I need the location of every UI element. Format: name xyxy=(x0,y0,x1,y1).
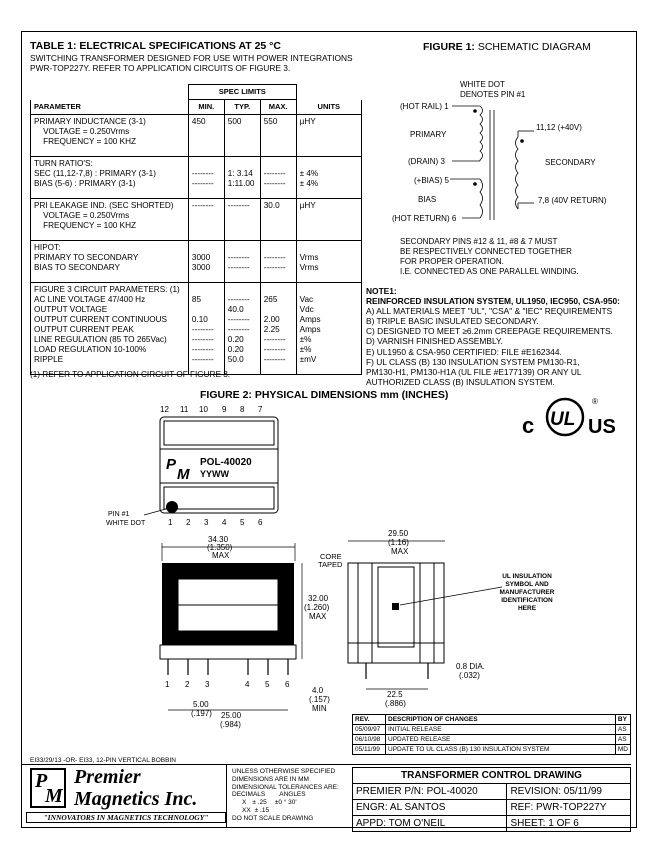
header-parameter: PARAMETER xyxy=(31,100,189,115)
spec-cell-line xyxy=(264,305,293,315)
spec-cell-pad xyxy=(228,273,257,280)
spec-cell-param xyxy=(31,241,189,283)
pin-span-mm: 22.5 xyxy=(387,690,403,699)
company-name-2: Magnetics Inc. xyxy=(74,788,198,810)
spec-cell-line xyxy=(192,159,221,169)
spec-cell-pad xyxy=(228,211,257,218)
spec-cell-line: -------- xyxy=(263,345,286,354)
spec-header-row xyxy=(31,100,362,115)
spec-cell-line: 0.20 xyxy=(227,345,244,354)
ul-ins-line: MANUFACTURER xyxy=(499,589,555,596)
notes-block xyxy=(366,286,636,387)
spec-cell-line: 85 xyxy=(191,295,202,304)
spec-cell-line: -------- xyxy=(227,325,250,334)
spec-cell-line: OUTPUT CURRENT PEAK xyxy=(34,325,134,334)
spec-cell-pad xyxy=(300,189,358,196)
spec-cell-line: 450 xyxy=(191,117,206,126)
spec-cell-line: Vrms xyxy=(299,263,319,272)
spec-limits-row xyxy=(31,85,362,100)
spec-cell-line: RIPPLE xyxy=(34,355,64,364)
revision-row xyxy=(353,735,631,745)
note-line: PM130-H1, PM130-H1A (UL FILE #E177139) OR ANY UL xyxy=(366,366,582,377)
height-dim-max: MAX xyxy=(309,612,327,621)
figure1-title xyxy=(423,41,591,53)
rev-header-desc: DESCRIPTION OF CHANGES xyxy=(386,715,616,725)
electrical-spec-table xyxy=(30,84,362,375)
spec-cell-line xyxy=(300,243,358,253)
table1-title-text: TABLE 1: ELECTRICAL SPECIFICATIONS AT 25 °C xyxy=(30,40,281,52)
spec-cell-max xyxy=(260,241,296,283)
figure1-title-text: SCHEMATIC DIAGRAM xyxy=(474,41,591,53)
ul-ins-line: IDENTIFICATION xyxy=(501,597,553,604)
spec-cell-pad xyxy=(264,189,293,196)
spec-cell-pad xyxy=(192,189,221,196)
ul-ins-line: SYMBOL AND xyxy=(505,581,549,588)
height-dim-in: (1.260) xyxy=(304,603,330,612)
ul-ins-line: HERE xyxy=(517,605,537,612)
company-divider xyxy=(226,764,227,828)
front-pin-label: 1 xyxy=(165,680,170,689)
spec-cell-line: -------- xyxy=(263,335,286,344)
tol-angle-value: ±0 ° 30' xyxy=(274,799,297,807)
bottom-pin-label: 4 xyxy=(222,518,227,527)
pin-diameter: 0.8 DIA. xyxy=(456,662,485,671)
revision-row xyxy=(353,745,631,755)
tol-line: DIMENSIONAL TOLERANCES ARE: xyxy=(232,783,339,791)
spec-cell-line: -------- xyxy=(191,335,214,344)
note-line: A) ALL MATERIALS MEET "UL", "CSA" & "IEC" REQUIREMENTS xyxy=(366,306,613,317)
schematic-pin7-8: 7,8 (40V RETURN) xyxy=(538,196,607,205)
spec-cell-line: ± 4% xyxy=(299,179,319,188)
spec-cell-line xyxy=(228,243,257,253)
schematic-pin5: (+BIAS) 5 xyxy=(414,176,449,185)
spec-cell-line: -------- xyxy=(263,355,286,364)
spec-cell-line: -------- xyxy=(191,169,214,178)
tol-decimals: DECIMALS xyxy=(232,791,266,799)
side-width-mm: 29.50 xyxy=(388,529,409,538)
spec-cell-max xyxy=(260,157,296,199)
schematic-pin3: (DRAIN) 3 xyxy=(408,157,445,166)
schematic-primary: PRIMARY xyxy=(410,130,447,139)
spec-cell-line: Vac xyxy=(299,295,314,304)
spec-cell-line: OUTPUT CURRENT CONTINUOUS xyxy=(34,315,167,324)
spec-cell-line: FREQUENCY = 100 KHZ xyxy=(34,137,136,146)
bottom-pin-label: 6 xyxy=(258,518,263,527)
rev-date: 05/11/99 xyxy=(353,745,386,755)
pin-diameter-in: (.032) xyxy=(459,671,480,680)
pin1-label-2: WHITE DOT xyxy=(106,520,146,527)
spec-cell-line: 1:11.00 xyxy=(227,179,255,188)
spec-cell-line xyxy=(264,159,293,169)
note-line: C) DESIGNED TO MEET ≥6.2mm CREEPAGE REQUIREMENTS. xyxy=(366,326,613,337)
spec-cell-line: 1: 3.14 xyxy=(227,169,253,178)
width-dim-max: MAX xyxy=(212,551,230,560)
spec-cell-line: -------- xyxy=(263,179,286,188)
note-line: F) UL CLASS (B) 130 INSULATION SYSTEM PM130-R1, xyxy=(366,356,580,367)
spec-cell-line: -------- xyxy=(227,263,250,272)
spec-cell-line: AC LINE VOLTAGE 47/400 Hz xyxy=(34,295,146,304)
front-pin-label: 2 xyxy=(185,680,190,689)
spec-cell-line: µHY xyxy=(299,117,316,126)
spec-cell-line: -------- xyxy=(227,295,250,304)
top-pin-label: 8 xyxy=(240,405,245,414)
spec-cell-max xyxy=(260,115,296,157)
approved-by: APPD: TOM O'NEIL xyxy=(353,816,507,832)
spec-cell-pad xyxy=(228,127,257,134)
spec-cell-line xyxy=(300,285,358,295)
revision-table xyxy=(352,714,631,755)
spec-cell-line: 2.25 xyxy=(263,325,280,334)
schematic-diagram xyxy=(390,75,640,280)
header-typ: TYP. xyxy=(224,100,260,115)
spec-cell-line: -------- xyxy=(227,315,250,324)
spec-row xyxy=(31,283,362,375)
spec-cell-line: VOLTAGE = 0.250Vrms xyxy=(34,127,130,136)
figure1-title-bold: FIGURE 1: xyxy=(423,41,475,53)
engineer: ENGR: AL SANTOS xyxy=(353,800,507,816)
spec-cell-min xyxy=(188,283,224,375)
schematic-secondary: SECONDARY xyxy=(545,158,596,167)
spec-cell-pad xyxy=(300,365,358,372)
spec-cell-typ xyxy=(224,283,260,375)
spec-cell-line xyxy=(300,159,358,169)
spec-cell-pad xyxy=(228,365,257,372)
spec-cell-pad xyxy=(228,189,257,196)
rev-header-by: BY xyxy=(615,715,630,725)
front-pin-label: 6 xyxy=(285,680,290,689)
spec-cell-units xyxy=(296,283,361,375)
drawing-title: TRANSFORMER CONTROL DRAWING xyxy=(353,768,631,784)
top-pin-label: 10 xyxy=(199,405,208,414)
spec-cell-line: Vdc xyxy=(299,305,314,314)
note-line: E) UL1950 & CSA-950 CERTIFIED: FILE #E162344. xyxy=(366,346,562,357)
spec-cell-line: PRI LEAKAGE IND. (SEC SHORTED) xyxy=(34,201,174,210)
spec-cell-line xyxy=(192,305,221,315)
schematic-white-dot-label: WHITE DOT xyxy=(460,80,505,89)
notes-heading: NOTE1: xyxy=(366,286,397,296)
ul-symbol-marker xyxy=(392,603,399,610)
spec-cell-param xyxy=(31,115,189,157)
table1-title xyxy=(30,40,281,52)
spec-cell-line: 40.0 xyxy=(227,305,244,314)
spec-cell-param xyxy=(31,283,189,375)
label-date-code: YYWW xyxy=(200,469,229,479)
spec-cell-units xyxy=(296,241,361,283)
spec-limits-header: SPEC LIMITS xyxy=(188,85,296,100)
note-line: AUTHORIZED CLASS (B) INSULATION SYSTEM. xyxy=(366,376,555,387)
front-pin-label: 3 xyxy=(205,680,210,689)
spec-cell-pad xyxy=(34,273,185,280)
width-dim-mm: 34.30 xyxy=(208,535,229,544)
spec-cell-line xyxy=(264,285,293,295)
top-pin-label: 9 xyxy=(222,405,227,414)
ul-insulation-note xyxy=(497,573,557,613)
top-pin-label: 11 xyxy=(180,405,189,414)
label-pm-m: M xyxy=(177,466,190,483)
table1-subtitle-1: SWITCHING TRANSFORMER DESIGNED FOR USE WITH POWER INTEGRATIONS xyxy=(30,53,353,63)
rev-date: 05/09/97 xyxy=(353,725,386,735)
spec-cell-max xyxy=(260,283,296,375)
tol-line: DIMENSIONS ARE IN MM xyxy=(232,775,309,783)
revision-date: REVISION: 05/11/99 xyxy=(507,784,631,800)
spec-cell-line: ±% xyxy=(299,345,312,354)
spec-cell-line: 50.0 xyxy=(227,355,244,364)
schematic-note-3: FOR PROPER OPERATION. xyxy=(400,257,504,266)
tol-line: UNLESS OTHERWISE SPECIFIED xyxy=(232,768,336,775)
spec-cell-pad xyxy=(34,189,185,196)
company-logo xyxy=(30,768,66,808)
bobbin-note: EI33/29/13 -OR- EI33, 12-PIN VERTICAL BOBBIN xyxy=(30,757,176,764)
header-units: UNITS xyxy=(296,100,361,115)
title-block xyxy=(352,767,631,832)
pin1-white-dot xyxy=(166,501,178,513)
tol-x: X xyxy=(242,799,247,807)
spec-cell-line: 500 xyxy=(227,117,242,126)
bottom-pin-label: 2 xyxy=(186,518,191,527)
spec-cell-line: -------- xyxy=(263,169,286,178)
spec-cell-param xyxy=(31,157,189,199)
figure2-title xyxy=(200,389,448,401)
part-number: PREMIER P/N: POL-40020 xyxy=(353,784,507,800)
spec-cell-line: -------- xyxy=(263,263,286,272)
spec-cell-line: -------- xyxy=(191,179,214,188)
spec-cell-line: LINE REGULATION (85 TO 265Vac) xyxy=(34,335,167,344)
label-pm-p: P xyxy=(166,456,177,473)
spec-cell-pad xyxy=(192,211,221,218)
pitch-dim-mm: 5.00 xyxy=(193,700,209,709)
side-width-max: MAX xyxy=(391,547,409,556)
spec-cell-pad xyxy=(34,231,185,238)
spec-cell-units xyxy=(296,157,361,199)
spec-cell-line: -------- xyxy=(263,253,286,262)
revision-row xyxy=(353,725,631,735)
header-min: MIN. xyxy=(188,100,224,115)
revision-header-row xyxy=(353,715,631,725)
rev-by: MD xyxy=(615,745,630,755)
spec-cell-pad xyxy=(300,211,358,218)
spec-cell-line: 2.00 xyxy=(263,315,280,324)
side-view-drawing xyxy=(340,527,530,712)
top-pin-label: 7 xyxy=(258,405,263,414)
pitch-dim-in: (.197) xyxy=(191,709,212,718)
spec-cell-param xyxy=(31,199,189,241)
spec-cell-line: 0.20 xyxy=(227,335,244,344)
schematic-note-1: SECONDARY PINS #12 & 11, #8 & 7 MUST xyxy=(400,237,558,246)
logo-m: M xyxy=(45,785,63,807)
label-part-number: POL-40020 xyxy=(200,457,252,468)
front-pin-label: 5 xyxy=(265,680,270,689)
spec-cell-line: LOAD REGULATION 10-100% xyxy=(34,345,147,354)
rev-desc: INITIAL RELEASE xyxy=(386,725,616,735)
spec-cell-line: Amps xyxy=(299,315,321,324)
schematic-bias: BIAS xyxy=(418,195,437,204)
spec-cell-min xyxy=(188,115,224,157)
spec-cell-typ xyxy=(224,115,260,157)
spec-cell-line: BIAS TO SECONDARY xyxy=(34,263,120,272)
schematic-note-2: BE RESPECTIVELY CONNECTED TOGETHER xyxy=(400,247,572,256)
spec-cell-line: 550 xyxy=(263,117,278,126)
pin-length-min: MIN xyxy=(312,704,327,713)
spec-cell-line: ±% xyxy=(299,335,312,344)
spec-cell-line: FREQUENCY = 100 KHZ xyxy=(34,221,136,230)
spec-cell-units xyxy=(296,199,361,241)
pin-length-mm: 4.0 xyxy=(312,686,324,695)
spec-cell-max xyxy=(260,199,296,241)
top-view-drawing xyxy=(100,403,310,533)
spec-row xyxy=(31,199,362,241)
schematic-note-4: I.E. CONNECTED AS ONE PARALLEL WINDING. xyxy=(400,267,579,276)
note-line: D) VARNISH FINISHED ASSEMBLY. xyxy=(366,336,503,347)
spec-cell-typ xyxy=(224,157,260,199)
cul-us-letters: US xyxy=(588,416,616,438)
spec-cell-line: -------- xyxy=(191,201,214,210)
note-line: REINFORCED INSULATION SYSTEM, UL1950, IEC950, CSA-950: xyxy=(366,296,620,307)
spec-row xyxy=(31,241,362,283)
figure2-title-text: FIGURE 2: PHYSICAL DIMENSIONS mm (INCHES) xyxy=(200,389,449,401)
spec-cell-line: -------- xyxy=(227,201,250,210)
sheet-number: SHEET: 1 OF 6 xyxy=(507,816,631,832)
spec-cell-line: -------- xyxy=(227,253,250,262)
width-dim-in: (1.350) xyxy=(207,543,233,552)
spec-cell-line: -------- xyxy=(191,325,214,334)
ul-ins-line: UL INSULATION xyxy=(502,573,552,580)
spec-cell-pad xyxy=(34,147,185,154)
tol-xx-value: ± .15 xyxy=(254,806,270,814)
spec-cell-line: 0.10 xyxy=(191,315,208,324)
note-line: B) TRIPLE BASIC INSULATED SECONDARY. xyxy=(366,316,539,327)
cul-c-letter: c xyxy=(522,413,535,438)
tol-angles: ANGLES xyxy=(279,791,306,799)
cul-us-mark xyxy=(520,395,630,440)
front-view-drawing xyxy=(150,535,343,745)
front-pin-label: 4 xyxy=(245,680,250,689)
spec-cell-line: ± 4% xyxy=(299,169,319,178)
spec-cell-line: 3000 xyxy=(191,263,211,272)
spec-cell-min xyxy=(188,199,224,241)
spec-cell-pad xyxy=(264,273,293,280)
side-width-in: (1.16) xyxy=(388,538,409,547)
spec-cell-pad xyxy=(264,365,293,372)
spec-cell-line: PRIMARY TO SECONDARY xyxy=(34,253,139,262)
spec-cell-line: 30.0 xyxy=(263,201,280,210)
spec-cell-line: -------- xyxy=(191,355,214,364)
row-dim-in: (.984) xyxy=(220,720,241,729)
rev-header-date: REV. xyxy=(353,715,386,725)
schematic-pin1: (HOT RAIL) 1 xyxy=(400,102,449,111)
top-pin-label: 12 xyxy=(160,405,169,414)
reference: REF: PWR-TOP227Y xyxy=(507,800,631,816)
spec-cell-pad xyxy=(264,211,293,218)
spec-cell-typ xyxy=(224,241,260,283)
spec-cell-line: HIPOT: xyxy=(34,243,61,252)
bottom-pin-label: 1 xyxy=(168,518,173,527)
pin-length-in: (.157) xyxy=(309,695,330,704)
spec-cell-line: -------- xyxy=(191,345,214,354)
spec-cell-line: OUTPUT VOLTAGE xyxy=(34,305,108,314)
core-taped-label: CORE xyxy=(320,552,342,561)
spec-cell-line xyxy=(192,285,221,295)
spec-cell-pad xyxy=(300,127,358,134)
schematic-pin11-12: 11,12 (+40V) xyxy=(536,123,582,132)
spec-cell-line: 3000 xyxy=(191,253,211,262)
spec-cell-line: VOLTAGE = 0.250Vrms xyxy=(34,211,130,220)
title-block-divider xyxy=(21,764,631,765)
spec-cell-typ xyxy=(224,199,260,241)
schematic-pin6: (HOT RETURN) 6 xyxy=(392,214,457,223)
spec-cell-min xyxy=(188,157,224,199)
spec-cell-line: FIGURE 3 CIRCUIT PARAMETERS: (1) xyxy=(34,285,180,294)
spec-cell-line xyxy=(228,159,257,169)
table1-subtitle-2: PWR-TOP227Y. REFER TO APPLICATION CIRCUITS OF FIGURE 3. xyxy=(30,63,291,73)
row-dim-mm: 25.00 xyxy=(221,711,242,720)
rev-date: 06/10/98 xyxy=(353,735,386,745)
ul-logo-letters: UL xyxy=(550,409,576,430)
rev-by: AS xyxy=(615,725,630,735)
rev-by: AS xyxy=(615,735,630,745)
core-taped-label-2: TAPED xyxy=(318,560,343,569)
height-dim-mm: 32.00 xyxy=(308,594,329,603)
tol-line: DO NOT SCALE DRAWING xyxy=(232,814,314,822)
spec-cell-line xyxy=(192,243,221,253)
spec-cell-pad xyxy=(300,273,358,280)
spec-cell-line: 265 xyxy=(263,295,278,304)
spec-cell-line: Vrms xyxy=(299,253,319,262)
company-tagline: "INNOVATORS IN MAGNETICS TECHNOLOGY" xyxy=(26,812,226,823)
header-max: MAX. xyxy=(260,100,296,115)
spec-cell-min xyxy=(188,241,224,283)
spec-cell-pad xyxy=(192,127,221,134)
spec-cell-line: TURN RATIO'S: xyxy=(34,159,93,168)
bottom-pin-label: 3 xyxy=(204,518,209,527)
pin1-label: PIN #1 xyxy=(108,511,130,518)
spec-cell-line: SEC (11,12-7,8) : PRIMARY (3-1) xyxy=(34,169,156,178)
pin-span-in: (.886) xyxy=(385,699,406,708)
company-name-1: Premier xyxy=(74,766,141,788)
spec-cell-line: Amps xyxy=(299,325,321,334)
logo-p: P xyxy=(35,770,48,792)
spec-row xyxy=(31,115,362,157)
rev-desc: UPDATE TO UL CLASS (B) 130 INSULATION SYSTEM xyxy=(386,745,616,755)
spec-cell-line: µHY xyxy=(299,201,316,210)
spec-cell-line xyxy=(228,285,257,295)
table1-footnote: (1) REFER TO APPLICATION CIRCUIT OF FIGURE 3. xyxy=(30,370,231,379)
spec-cell-pad xyxy=(264,127,293,134)
tolerances-block xyxy=(232,768,339,823)
spec-row xyxy=(31,157,362,199)
registered-mark: ® xyxy=(592,397,598,406)
bottom-pin-label: 5 xyxy=(240,518,245,527)
schematic-white-dot-label-2: DENOTES PIN #1 xyxy=(460,90,526,99)
spec-cell-units xyxy=(296,115,361,157)
spec-cell-line: PRIMARY INDUCTANCE (3-1) xyxy=(34,117,146,126)
tol-xx: XX xyxy=(242,806,251,814)
spec-cell-pad xyxy=(192,273,221,280)
tol-x-value: ± .25 xyxy=(252,799,267,807)
rev-desc: UPDATED RELEASE xyxy=(386,735,616,745)
spec-cell-line: BIAS (5-6) : PRIMARY (3-1) xyxy=(34,179,136,188)
spec-cell-line: ±mV xyxy=(299,355,317,364)
spec-cell-line xyxy=(264,243,293,253)
